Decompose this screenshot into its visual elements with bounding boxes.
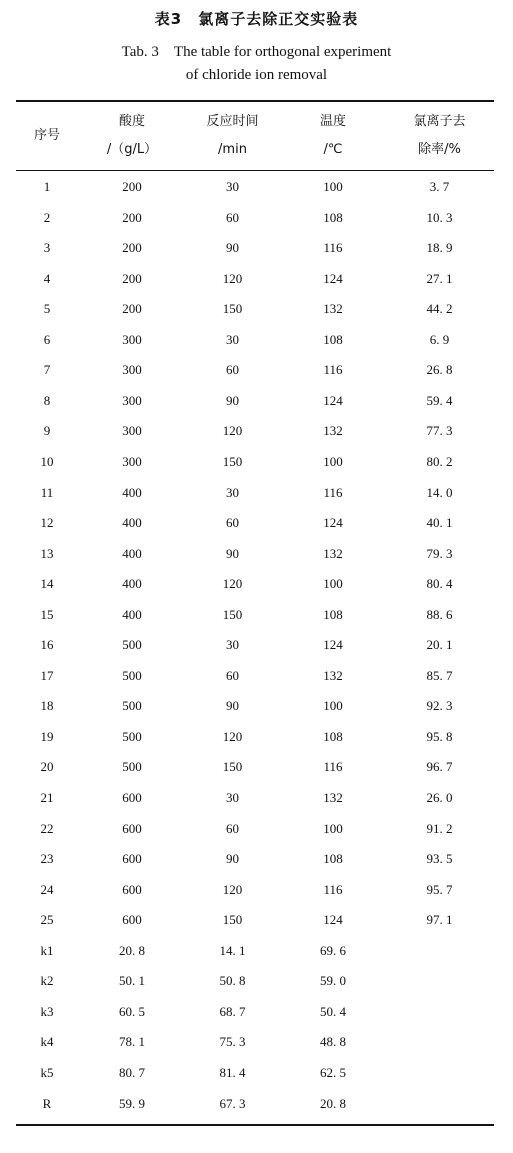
cell-temperature: 116 (323, 759, 343, 775)
header-removal-rate-unit: 除率/% (418, 142, 461, 157)
cell-index: 17 (40, 667, 54, 683)
cell-temperature: 100 (323, 453, 343, 469)
cell-removal-rate: 85. 7 (426, 667, 453, 683)
table-title-cn: 表3 氯离子去除正交实验表 (154, 10, 359, 28)
cell-time: 50. 8 (219, 973, 246, 989)
cell-temperature: 132 (323, 667, 343, 683)
cell-acidity: 80. 7 (119, 1064, 145, 1080)
cell-removal-rate: 80. 4 (426, 576, 453, 592)
cell-removal-rate (392, 1058, 487, 1089)
cell-removal-rate: 80. 2 (426, 453, 453, 469)
cell-removal-rate: 6. 9 (429, 331, 450, 347)
cell-removal-rate: 88. 6 (426, 606, 453, 622)
cell-time: 60 (226, 820, 239, 836)
header-reaction-time-unit: /min (218, 142, 247, 157)
cell-acidity: 600 (122, 912, 142, 928)
cell-acidity: 600 (122, 790, 142, 805)
cell-temperature: 124 (323, 637, 343, 653)
cell-removal-rate (392, 1089, 487, 1120)
cell-removal-rate: 95. 8 (426, 728, 453, 744)
cell-removal-rate: 91. 2 (426, 820, 453, 836)
cell-time: 90 (226, 392, 239, 408)
cell-index: 23 (40, 851, 54, 867)
cell-removal-rate (392, 966, 487, 997)
cell-time: 120 (222, 423, 243, 439)
cell-index: 7 (43, 362, 51, 378)
cell-time: 120 (222, 270, 243, 286)
cell-index: 16 (40, 637, 54, 653)
table-bottom-rule (16, 1124, 494, 1126)
cell-acidity: 300 (122, 423, 142, 439)
cell-time: 68. 7 (219, 1003, 246, 1019)
cell-index: 20 (40, 759, 54, 775)
cell-index: 6 (43, 331, 51, 347)
cell-index: k2 (40, 973, 54, 989)
cell-temperature: 132 (323, 790, 343, 805)
cell-time: 75. 3 (219, 1034, 246, 1050)
cell-temperature: 108 (323, 851, 343, 867)
cell-removal-rate: 27. 1 (426, 270, 453, 286)
cell-acidity: 500 (122, 728, 142, 744)
cell-removal-rate: 92. 3 (426, 698, 453, 714)
cell-index: 14 (40, 576, 54, 592)
cell-time: 67. 3 (219, 1095, 246, 1111)
cell-acidity: 600 (122, 820, 142, 836)
header-reaction-time: 反应时间 (206, 114, 259, 129)
cell-index: 9 (43, 423, 51, 439)
cell-time: 150 (222, 759, 243, 775)
cell-removal-rate: 96. 7 (426, 759, 453, 775)
cell-acidity: 400 (122, 484, 142, 500)
cell-temperature: 116 (323, 362, 343, 378)
cell-index: R (42, 1095, 52, 1111)
cell-acidity: 500 (122, 698, 142, 714)
cell-index: k3 (40, 1003, 54, 1019)
cell-acidity: 500 (122, 759, 142, 775)
cell-acidity: 400 (122, 576, 142, 592)
cell-index: 11 (40, 484, 54, 500)
cell-time: 120 (222, 576, 243, 592)
table-title-en-line1: Tab. 3 The table for orthogonal experiment (121, 44, 392, 60)
cell-removal-rate (392, 997, 487, 1028)
cell-time: 90 (226, 851, 239, 867)
cell-temperature: 124 (323, 270, 343, 286)
cell-time: 90 (226, 240, 239, 256)
header-removal-rate: 氯离子去 (413, 114, 466, 129)
cell-time: 81. 4 (219, 1064, 246, 1080)
cell-index: 22 (40, 820, 54, 836)
cell-index: 19 (40, 728, 54, 744)
cell-removal-rate: 10. 3 (426, 209, 453, 225)
cell-time: 60 (226, 362, 239, 378)
cell-removal-rate: 20. 1 (426, 637, 453, 653)
cell-temperature: 59. 0 (320, 973, 346, 989)
cell-removal-rate (392, 936, 487, 967)
cell-acidity: 200 (122, 179, 142, 194)
cell-temperature: 108 (323, 606, 343, 622)
cell-index: k5 (40, 1064, 54, 1080)
cell-temperature: 132 (323, 423, 343, 439)
cell-index: 15 (40, 606, 54, 622)
cell-temperature: 50. 4 (320, 1003, 346, 1019)
cell-temperature: 100 (323, 698, 343, 714)
cell-index: 10 (40, 453, 54, 469)
cell-temperature: 132 (323, 301, 343, 317)
cell-removal-rate: 14. 0 (426, 484, 453, 500)
cell-removal-rate: 26. 8 (426, 362, 453, 378)
cell-acidity: 600 (122, 881, 142, 897)
cell-temperature: 116 (323, 881, 343, 897)
cell-temperature: 62. 5 (320, 1064, 346, 1080)
cell-acidity: 500 (122, 637, 142, 653)
cell-index: 21 (40, 790, 54, 805)
cell-acidity: 200 (122, 209, 142, 225)
cell-removal-rate: 59. 4 (426, 392, 453, 408)
cell-acidity: 200 (122, 301, 142, 317)
cell-acidity: 78. 1 (119, 1034, 145, 1050)
cell-time: 120 (222, 881, 243, 897)
cell-index: 18 (40, 698, 54, 714)
header-acidity: 酸度 (118, 114, 145, 129)
cell-index: 5 (43, 301, 51, 317)
cell-temperature: 20. 8 (320, 1095, 346, 1111)
cell-index: 8 (43, 392, 51, 408)
cell-time: 30 (226, 790, 239, 805)
cell-temperature: 124 (323, 392, 343, 408)
cell-temperature: 108 (323, 209, 343, 225)
cell-temperature: 108 (323, 331, 343, 347)
cell-removal-rate: 40. 1 (426, 515, 453, 531)
cell-acidity: 200 (122, 240, 142, 256)
cell-time: 30 (226, 484, 239, 500)
cell-acidity: 400 (122, 545, 142, 561)
cell-acidity: 60. 5 (119, 1003, 145, 1019)
cell-removal-rate: 26. 0 (426, 790, 453, 805)
cell-removal-rate: 44. 2 (426, 301, 453, 317)
cell-index: 12 (40, 515, 54, 531)
cell-temperature: 48. 8 (320, 1034, 346, 1050)
cell-temperature: 100 (323, 179, 343, 194)
cell-time: 30 (226, 331, 239, 347)
cell-temperature: 124 (323, 515, 343, 531)
header-index: 序号 (33, 128, 60, 143)
cell-acidity: 400 (122, 515, 142, 531)
cell-removal-rate: 3. 7 (429, 179, 450, 194)
cell-time: 150 (222, 606, 243, 622)
cell-acidity: 300 (122, 362, 142, 378)
cell-acidity: 20. 8 (119, 942, 145, 958)
header-temperature-unit: /℃ (323, 142, 343, 157)
cell-time: 14. 1 (219, 942, 246, 958)
cell-removal-rate: 97. 1 (426, 912, 453, 928)
cell-time: 60 (226, 209, 239, 225)
cell-time: 60 (226, 515, 239, 531)
cell-time: 30 (226, 637, 239, 653)
cell-index: 24 (40, 881, 54, 897)
cell-temperature: 100 (323, 820, 343, 836)
cell-time: 90 (226, 698, 239, 714)
cell-index: 1 (43, 179, 51, 194)
cell-temperature: 132 (323, 545, 343, 561)
cell-index: k4 (40, 1034, 54, 1050)
cell-acidity: 50. 1 (119, 973, 145, 989)
cell-temperature: 100 (323, 576, 343, 592)
cell-removal-rate: 77. 3 (426, 423, 453, 439)
cell-time: 120 (222, 728, 243, 744)
cell-index: 4 (43, 270, 51, 286)
cell-index: 3 (43, 240, 51, 256)
cell-removal-rate (392, 1027, 487, 1058)
header-temperature: 温度 (319, 114, 346, 129)
cell-acidity: 300 (122, 453, 142, 469)
cell-time: 150 (222, 453, 243, 469)
header-acidity-unit: /（g/L） (106, 142, 158, 157)
cell-acidity: 300 (122, 331, 142, 347)
table-header-rule (16, 170, 494, 171)
table-top-rule (16, 100, 494, 102)
cell-temperature: 124 (323, 912, 343, 928)
cell-temperature: 116 (323, 484, 343, 500)
cell-time: 90 (226, 545, 239, 561)
cell-temperature: 108 (323, 728, 343, 744)
cell-acidity: 400 (122, 606, 142, 622)
cell-removal-rate: 79. 3 (426, 545, 453, 561)
cell-acidity: 300 (122, 392, 142, 408)
cell-time: 60 (226, 667, 239, 683)
cell-removal-rate: 93. 5 (426, 851, 453, 867)
cell-temperature: 116 (323, 240, 343, 256)
cell-index: k1 (40, 942, 54, 958)
cell-acidity: 200 (122, 270, 142, 286)
cell-time: 150 (222, 301, 243, 317)
cell-time: 30 (226, 179, 239, 194)
cell-removal-rate: 95. 7 (426, 881, 453, 897)
cell-removal-rate: 18. 9 (426, 240, 453, 256)
cell-acidity: 59. 9 (119, 1095, 145, 1111)
cell-index: 25 (40, 912, 54, 928)
cell-temperature: 69. 6 (320, 942, 346, 958)
cell-index: 2 (43, 209, 51, 225)
cell-acidity: 500 (122, 667, 142, 683)
cell-index: 13 (40, 545, 54, 561)
cell-time: 150 (222, 912, 243, 928)
cell-acidity: 600 (122, 851, 142, 867)
table-title-en-line2: of chloride ion removal (185, 67, 328, 83)
